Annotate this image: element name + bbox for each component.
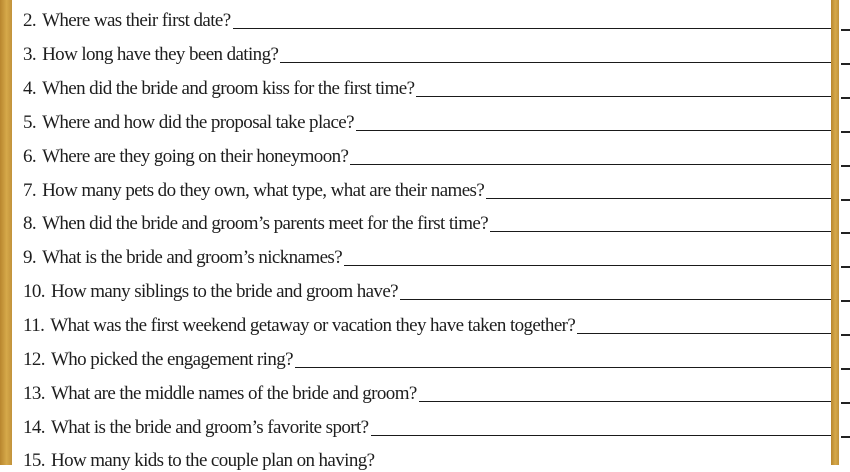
edge-tick (841, 300, 850, 302)
question-text: How many siblings to the bride and groom have? (50, 281, 399, 302)
question-number: 11. (23, 315, 45, 336)
question-row (23, 180, 831, 202)
edge-tick (841, 165, 850, 167)
answer-line[interactable] (344, 265, 831, 266)
question-row (23, 383, 831, 405)
answer-line[interactable] (490, 231, 831, 232)
answer-line[interactable] (416, 96, 831, 97)
question-number: 9. (23, 247, 37, 268)
question-row (23, 281, 831, 303)
edge-tick (841, 266, 850, 268)
question-row (23, 315, 831, 337)
edge-tick (841, 97, 850, 99)
answer-line[interactable] (280, 62, 831, 63)
question-text: When did the bride and groom’s parents meet for the first time? (42, 213, 489, 234)
question-row (23, 146, 831, 168)
answer-line[interactable] (486, 198, 831, 199)
question-text: How many pets do they own, what type, what are their names? (42, 180, 485, 201)
right-gold-border (831, 0, 839, 465)
edge-tick (841, 232, 850, 234)
question-row (23, 417, 831, 439)
question-row (23, 349, 831, 371)
question-row (23, 247, 831, 269)
answer-line[interactable] (400, 299, 831, 300)
question-number: 4. (23, 78, 37, 99)
question-number: 14. (23, 417, 45, 438)
edge-tick (841, 131, 850, 133)
edge-tick (841, 29, 850, 31)
edge-tick (841, 436, 850, 438)
question-text: What are the middle names of the bride and groom? (50, 383, 417, 404)
answer-line[interactable] (356, 130, 831, 131)
question-row (23, 44, 831, 66)
question-number: 3. (23, 44, 37, 65)
question-row (23, 10, 831, 32)
edge-tick (841, 63, 850, 65)
edge-tick (841, 334, 850, 336)
question-text: What is the bride and groom’s favorite sport? (50, 417, 369, 438)
question-text: Where and how did the proposal take place? (42, 112, 354, 133)
question-text: Where are they going on their honeymoon? (42, 146, 349, 167)
question-row (23, 450, 831, 472)
question-number: 15. (23, 450, 45, 471)
question-text: Where was their first date? (42, 10, 231, 31)
question-text: How many kids to the couple plan on having? (50, 450, 375, 471)
question-text: What is the bride and groom’s nicknames? (42, 247, 343, 268)
question-number: 2. (23, 10, 37, 31)
question-number: 13. (23, 383, 45, 404)
answer-line[interactable] (350, 164, 831, 165)
question-text: Who picked the engagement ring? (50, 349, 293, 370)
question-text: When did the bride and groom kiss for the first time? (42, 78, 415, 99)
question-number: 6. (23, 146, 37, 167)
question-row (23, 213, 831, 235)
question-number: 5. (23, 112, 37, 133)
edge-tick (841, 368, 850, 370)
question-number: 12. (23, 349, 45, 370)
question-text: What was the first weekend getaway or vacation they have taken together? (50, 315, 576, 336)
answer-line[interactable] (419, 401, 831, 402)
question-row (23, 78, 831, 100)
question-row (23, 112, 831, 134)
question-number: 8. (23, 213, 37, 234)
answer-line[interactable] (577, 333, 831, 334)
answer-line[interactable] (233, 28, 831, 29)
answer-line[interactable] (371, 435, 832, 436)
question-number: 7. (23, 180, 37, 201)
question-number: 10. (23, 281, 45, 302)
edge-tick (841, 199, 850, 201)
answer-line[interactable] (295, 367, 831, 368)
question-text: How long have they been dating? (42, 44, 279, 65)
edge-tick (841, 402, 850, 404)
